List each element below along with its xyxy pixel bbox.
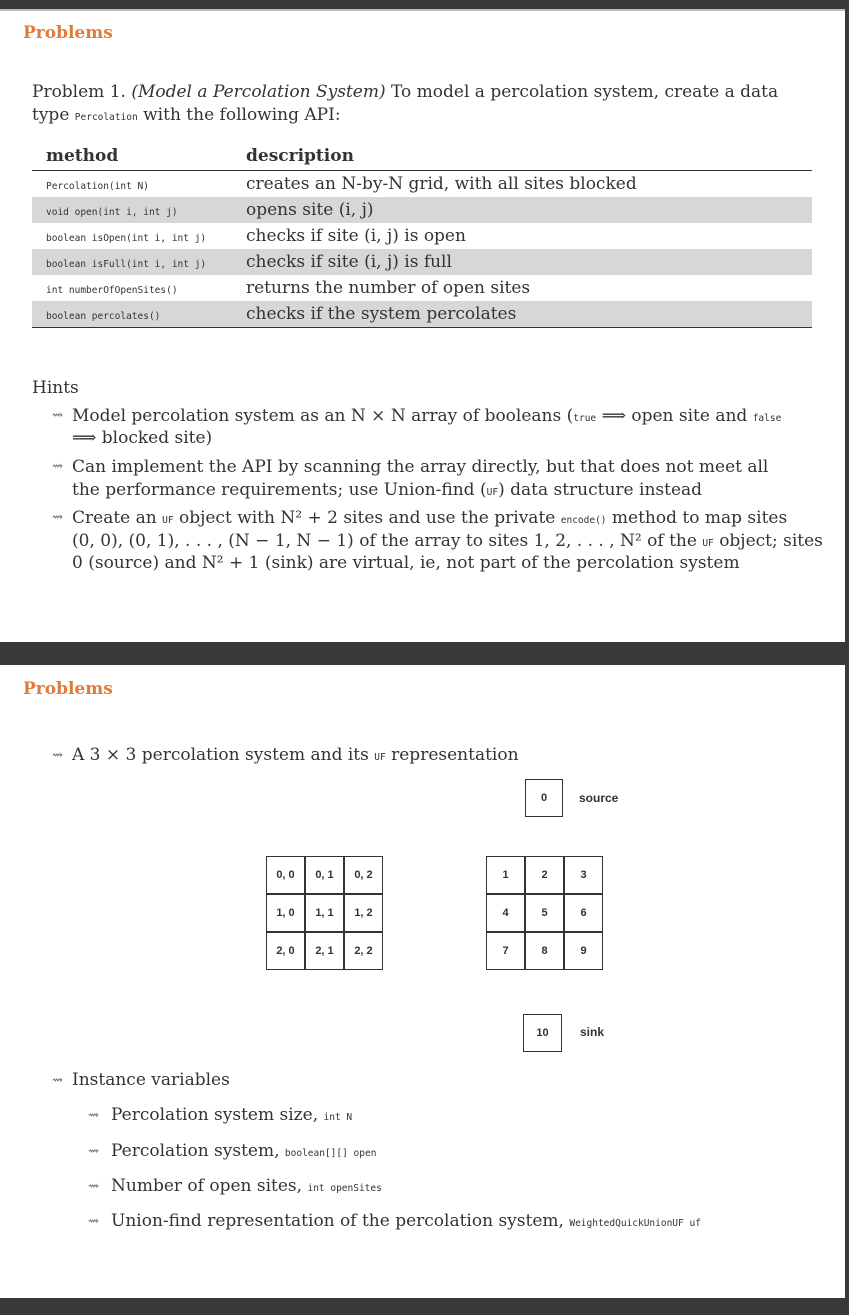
uf-cell: 3 <box>564 856 603 894</box>
uf-cell: 9 <box>564 932 603 970</box>
problem-text: type <box>32 105 70 125</box>
var-text: Union-find representation of the percolation system, <box>111 1211 564 1231</box>
table-row <box>32 301 812 328</box>
uf-cell: 1 <box>486 856 525 894</box>
squiggle-arrow-icon: ⇝ <box>52 459 63 474</box>
var-text: Number of open sites, <box>111 1176 303 1196</box>
code-uf: UF <box>162 515 174 526</box>
uf-cell: 5 <box>525 894 564 932</box>
method-description: opens site (i, j) <box>246 197 812 223</box>
grid-cell: 1, 2 <box>344 894 383 932</box>
squiggle-arrow-icon: ⇝ <box>52 510 63 525</box>
table-row <box>32 275 812 301</box>
hint-3-line-1 <box>72 507 787 532</box>
squiggle-arrow-icon: ⇝ <box>88 1179 99 1194</box>
code-uf: UF <box>374 752 386 763</box>
api-table <box>32 142 812 328</box>
code-uf: UF <box>486 487 499 498</box>
problem-statement-line2 <box>32 104 341 129</box>
intro-text: representation <box>391 745 519 765</box>
diagram-intro <box>72 744 519 769</box>
method-description: checks if site (i, j) is full <box>246 249 812 275</box>
table-row <box>32 223 812 249</box>
hint-text: Model percolation system as an N × N array of booleans ( <box>72 406 574 426</box>
squiggle-arrow-icon: ⇝ <box>52 1073 63 1088</box>
code-encode: encode() <box>560 515 607 526</box>
slide-heading: Problems <box>23 679 113 699</box>
method-description: creates an N-by-N grid, with all sites blocked <box>246 174 637 194</box>
uf-cell: 6 <box>564 894 603 932</box>
squiggle-arrow-icon: ⇝ <box>52 408 63 423</box>
slide-heading: Problems <box>23 23 113 43</box>
code-true: true <box>573 413 597 424</box>
problem-title: (Model a Percolation System) <box>131 82 386 102</box>
instance-var-item <box>111 1140 376 1165</box>
hint-text: Create an <box>72 508 157 528</box>
var-code: boolean[][] open <box>284 1148 377 1159</box>
hint-text: object; sites <box>719 531 823 551</box>
hint-1-line-2: ⟹ blocked site) <box>72 428 213 448</box>
hints-title: Hints <box>32 378 79 398</box>
table-header-row <box>32 142 812 171</box>
grid-cell: 0, 1 <box>305 856 344 894</box>
instance-var-item <box>111 1175 382 1200</box>
slide-2 <box>0 665 845 1298</box>
problem-text: with the following API: <box>143 105 341 125</box>
var-code: int N <box>323 1112 353 1123</box>
squiggle-arrow-icon: ⇝ <box>88 1214 99 1229</box>
uf-cell: 2 <box>525 856 564 894</box>
instance-vars-title: Instance variables <box>72 1070 230 1090</box>
hint-text: ⟹ open site and <box>601 406 748 426</box>
grid-cell: 1, 0 <box>266 894 305 932</box>
table-row <box>32 197 812 223</box>
grid-cell: 2, 1 <box>305 932 344 970</box>
problem-statement-line1 <box>32 81 778 103</box>
column-header-method: method <box>32 142 246 171</box>
method-description: checks if the system percolates <box>246 301 812 328</box>
sink-site: 10 <box>523 1014 562 1052</box>
method-description: checks if site (i, j) is open <box>246 226 466 246</box>
source-label: source <box>579 791 619 805</box>
table-row <box>32 171 812 198</box>
uf-cell: 4 <box>486 894 525 932</box>
hint-2-line-2 <box>72 479 702 504</box>
problem-label: Problem 1. <box>32 82 126 102</box>
squiggle-arrow-icon: ⇝ <box>88 1108 99 1123</box>
hint-text: ) data structure instead <box>498 480 703 500</box>
hint-text: (0, 0), (0, 1), . . . , (N − 1, N − 1) of the array to sites 1, 2, . . . , N² of the <box>72 531 697 551</box>
class-name-code: Percolation <box>74 112 138 123</box>
method-signature: boolean percolates() <box>46 311 161 322</box>
hint-2-line-1: Can implement the API by scanning the array directly, but that does not meet all <box>72 457 769 477</box>
instance-var-item <box>111 1104 352 1129</box>
table-row <box>32 249 812 275</box>
method-signature: int numberOfOpenSites() <box>46 285 178 296</box>
uf-cell: 7 <box>486 932 525 970</box>
method-signature: boolean isFull(int i, int j) <box>46 259 207 270</box>
sink-label: sink <box>580 1025 605 1039</box>
method-signature: void open(int i, int j) <box>46 207 178 218</box>
var-code: int openSites <box>307 1183 382 1194</box>
uf-cell: 8 <box>525 932 564 970</box>
slide-1 <box>0 9 845 642</box>
instance-var-item <box>111 1210 701 1235</box>
method-signature: boolean isOpen(int i, int j) <box>46 233 207 244</box>
method-signature: Percolation(int N) <box>46 181 149 192</box>
hint-text: method to map sites <box>611 508 788 528</box>
intro-text: A 3 × 3 percolation system and its <box>72 745 369 765</box>
grid-cell: 0, 0 <box>266 856 305 894</box>
grid-cell: 0, 2 <box>344 856 383 894</box>
source-site: 0 <box>525 779 563 817</box>
grid-cell: 1, 1 <box>305 894 344 932</box>
code-false: false <box>752 413 782 424</box>
hint-text: object with N² + 2 sites and use the private <box>178 508 556 528</box>
problem-text: To model a percolation system, create a data <box>391 82 779 102</box>
column-header-description: description <box>246 142 812 171</box>
grid-cell: 2, 2 <box>344 932 383 970</box>
squiggle-arrow-icon: ⇝ <box>88 1144 99 1159</box>
hint-text: the performance requirements; use Union-find ( <box>72 480 487 500</box>
method-description: returns the number of open sites <box>246 278 531 298</box>
var-text: Percolation system, <box>111 1141 280 1161</box>
squiggle-arrow-icon: ⇝ <box>52 748 63 763</box>
var-code: WeightedQuickUnionUF uf <box>569 1218 701 1229</box>
var-text: Percolation system size, <box>111 1105 319 1125</box>
hint-3-line-3: 0 (source) and N² + 1 (sink) are virtual, ie, not part of the percolation system <box>72 553 740 573</box>
code-uf: UF <box>702 538 714 549</box>
grid-cell: 2, 0 <box>266 932 305 970</box>
